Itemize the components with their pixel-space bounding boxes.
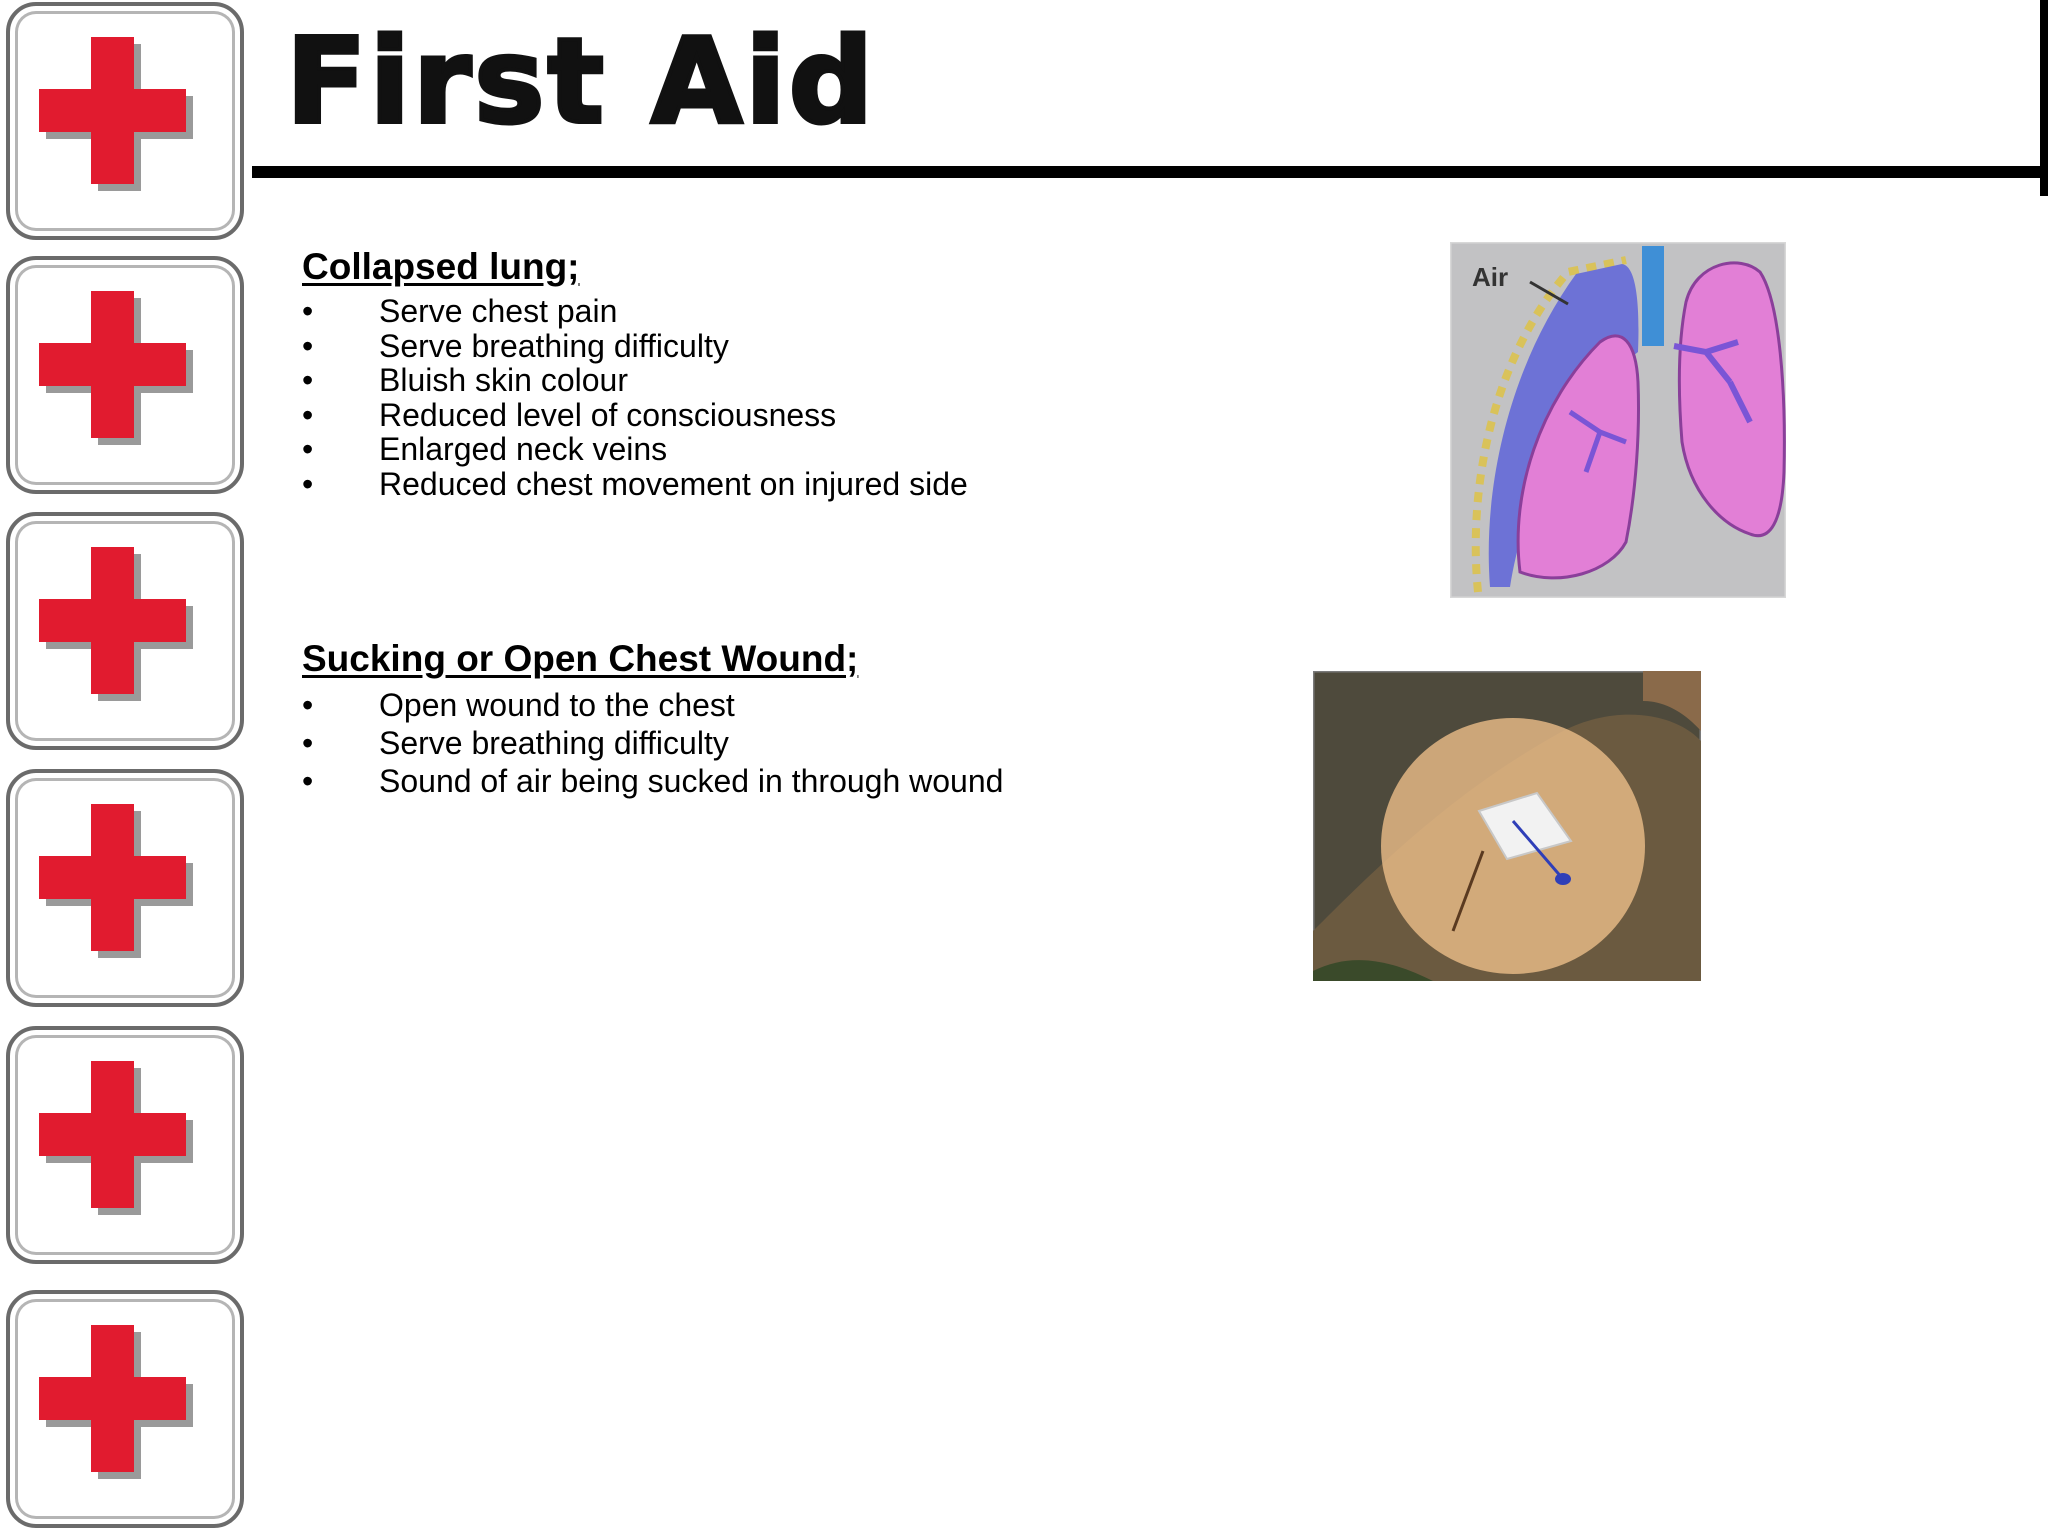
- list-item-text: Reduced level of consciousness: [379, 396, 837, 433]
- symptom-list: [302, 294, 968, 501]
- list-item-text: Sound of air being sucked in through wound: [379, 763, 1004, 799]
- chest-wound-illustration: [1313, 671, 1701, 981]
- bullet-glyph: •: [302, 362, 314, 398]
- red-cross-tile: [6, 512, 244, 750]
- list-item: [302, 467, 968, 502]
- symptom-list: [302, 686, 1003, 800]
- red-cross-tile: [6, 256, 244, 494]
- bullet-glyph: •: [302, 327, 314, 364]
- section-open-chest-wound: [302, 638, 1003, 800]
- list-item-text: Serve chest pain: [379, 293, 618, 329]
- list-item-text: Open wound to the chest: [379, 687, 735, 723]
- list-item: [302, 363, 968, 398]
- list-item: [302, 329, 968, 364]
- red-cross-icon: [10, 1294, 240, 1524]
- red-cross-icon: [10, 6, 240, 236]
- air-label: Air: [1472, 262, 1509, 292]
- list-item: [302, 724, 1003, 762]
- list-item: [302, 686, 1003, 724]
- bullet-glyph: •: [302, 431, 314, 467]
- red-cross-icon: [10, 516, 240, 746]
- red-cross-tile: [6, 1290, 244, 1528]
- sidebar: [0, 0, 250, 1536]
- list-item: [302, 762, 1003, 800]
- bullet-glyph: •: [302, 687, 314, 723]
- bullet-glyph: •: [302, 293, 314, 329]
- collapsed-lung-diagram: [1450, 242, 1786, 598]
- bullet-glyph: •: [302, 725, 314, 761]
- bullet-glyph: •: [302, 396, 314, 433]
- header-divider-end: [2040, 0, 2048, 196]
- red-cross-icon: [10, 773, 240, 1003]
- bullet-glyph: •: [302, 763, 314, 799]
- red-cross-tile: [6, 1026, 244, 1264]
- section-collapsed-lung: [302, 246, 968, 501]
- red-cross-icon: [10, 260, 240, 490]
- trachea-shape: [1642, 246, 1664, 346]
- red-cross-tile: [6, 2, 244, 240]
- list-item-text: Serve breathing difficulty: [379, 725, 729, 761]
- header-divider: [252, 166, 2048, 178]
- list-item-text: Serve breathing difficulty: [379, 327, 729, 364]
- list-item: [302, 398, 968, 433]
- section-heading: Sucking or Open Chest Wound;: [302, 638, 859, 679]
- list-item-text: Enlarged neck veins: [379, 431, 668, 467]
- list-item-text: Reduced chest movement on injured side: [379, 465, 968, 502]
- list-item-text: Bluish skin colour: [379, 362, 628, 398]
- list-item: [302, 432, 968, 467]
- section-heading: Collapsed lung;: [302, 246, 580, 287]
- red-cross-tile: [6, 769, 244, 1007]
- list-item: [302, 294, 968, 329]
- page-title: First Aid: [286, 12, 877, 150]
- red-cross-icon: [10, 1030, 240, 1260]
- bullet-glyph: •: [302, 465, 314, 502]
